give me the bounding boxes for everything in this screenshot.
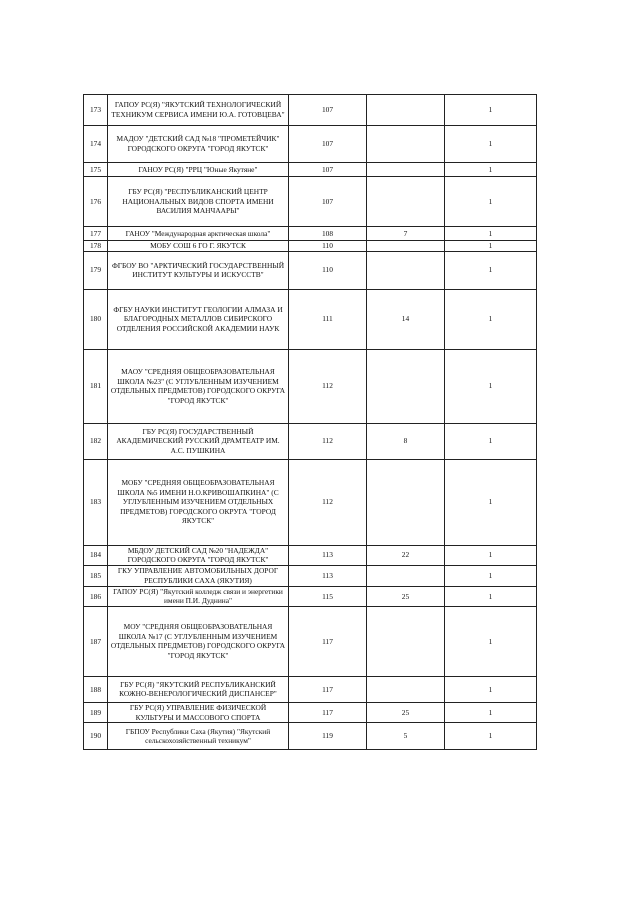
- cell-number: 177: [84, 227, 108, 241]
- cell-value-c: 1: [445, 423, 537, 459]
- cell-number: 188: [84, 676, 108, 702]
- cell-value-b: [367, 126, 445, 163]
- cell-value-c: 1: [445, 702, 537, 722]
- cell-value-c: 1: [445, 565, 537, 586]
- cell-value-b: [367, 163, 445, 177]
- table-body: [84, 95, 537, 750]
- cell-value-c: 1: [445, 95, 537, 126]
- cell-organization-name: ГАПОУ РС(Я) "Якутский колледж связи и энергетики имени П.И. Дуднина": [108, 586, 289, 606]
- cell-number: 176: [84, 177, 108, 227]
- cell-number: 178: [84, 241, 108, 252]
- cell-value-c: 1: [445, 241, 537, 252]
- cell-organization-name: ГБУ РС(Я) "ЯКУТСКИЙ РЕСПУБЛИКАНСКИЙ КОЖНО-ВЕНЕРОЛОГИЧЕСКИЙ ДИСПАНСЕР": [108, 676, 289, 702]
- cell-organization-name: МОУ "СРЕДНЯЯ ОБЩЕОБРАЗОВАТЕЛЬНАЯ ШКОЛА №17 (С УГЛУБЛЕННЫМ ИЗУЧЕНИЕМ ОТДЕЛЬНЫХ ПРЕДМЕТОВ) ГОРОДСКОГО ОКРУГА "ГОРОД ЯКУТСК": [108, 606, 289, 676]
- cell-value-a: 119: [289, 723, 367, 750]
- data-table: [83, 94, 537, 750]
- cell-value-b: [367, 459, 445, 545]
- cell-value-b: 25: [367, 586, 445, 606]
- cell-number: 183: [84, 459, 108, 545]
- cell-value-c: 1: [445, 126, 537, 163]
- table-row: [84, 565, 537, 586]
- cell-value-b: 5: [367, 723, 445, 750]
- cell-value-a: 107: [289, 163, 367, 177]
- cell-organization-name: МБДОУ ДЕТСКИЙ САД №20 "НАДЕЖДА" ГОРОДСКОГО ОКРУГА "ГОРОД ЯКУТСК": [108, 545, 289, 565]
- cell-value-a: 112: [289, 423, 367, 459]
- cell-value-c: 1: [445, 545, 537, 565]
- cell-value-c: 1: [445, 251, 537, 289]
- table-row: [84, 586, 537, 606]
- cell-value-a: 113: [289, 565, 367, 586]
- cell-organization-name: ГАПОУ РС(Я) "ЯКУТСКИЙ ТЕХНОЛОГИЧЕСКИЙ ТЕХНИКУМ СЕРВИСА ИМЕНИ Ю.А. ГОТОВЦЕВА": [108, 95, 289, 126]
- cell-value-b: [367, 676, 445, 702]
- cell-value-b: [367, 241, 445, 252]
- cell-value-c: 1: [445, 177, 537, 227]
- cell-value-b: [367, 565, 445, 586]
- cell-organization-name: ГКУ УПРАВЛЕНИЕ АВТОМОБИЛЬНЫХ ДОРОГ РЕСПУБЛИКИ САХА (ЯКУТИЯ): [108, 565, 289, 586]
- cell-number: 173: [84, 95, 108, 126]
- cell-value-c: 1: [445, 349, 537, 423]
- cell-organization-name: ФГБУ НАУКИ ИНСТИТУТ ГЕОЛОГИИ АЛМАЗА И БЛАГОРОДНЫХ МЕТАЛЛОВ СИБИРСКОГО ОТДЕЛЕНИЯ РОССИЙСКОЙ АКАДЕМИИ НАУК: [108, 289, 289, 349]
- table-row: [84, 227, 537, 241]
- cell-number: 181: [84, 349, 108, 423]
- cell-value-a: 112: [289, 459, 367, 545]
- cell-organization-name: МАДОУ "ДЕТСКИЙ САД №18 "ПРОМЕТЕЙЧИК" ГОРОДСКОГО ОКРУГА "ГОРОД ЯКУТСК": [108, 126, 289, 163]
- cell-number: 179: [84, 251, 108, 289]
- table-row: [84, 459, 537, 545]
- table-row: [84, 241, 537, 252]
- cell-organization-name: МОБУ "СРЕДНЯЯ ОБЩЕОБРАЗОВАТЕЛЬНАЯ ШКОЛА №5 ИМЕНИ Н.О.КРИВОШАПКИНА" (С УГЛУБЛЕННЫМ ИЗУЧЕНИЕМ ОТДЕЛЬНЫХ ПРЕДМЕТОВ) ГОРОДСКОГО ОКРУГА "ГОРОД ЯКУТСК": [108, 459, 289, 545]
- cell-value-c: 1: [445, 676, 537, 702]
- cell-value-c: 1: [445, 606, 537, 676]
- cell-organization-name: ГАНОУ "Международная арктическая школа": [108, 227, 289, 241]
- cell-value-c: 1: [445, 163, 537, 177]
- table-row: [84, 545, 537, 565]
- cell-organization-name: МОБУ СОШ 6 ГО Г. ЯКУТСК: [108, 241, 289, 252]
- cell-value-a: 107: [289, 95, 367, 126]
- table-row: [84, 702, 537, 722]
- cell-number: 180: [84, 289, 108, 349]
- cell-number: 182: [84, 423, 108, 459]
- cell-value-a: 117: [289, 702, 367, 722]
- cell-value-a: 112: [289, 349, 367, 423]
- cell-value-b: [367, 251, 445, 289]
- table-row: [84, 606, 537, 676]
- cell-organization-name: МАОУ "СРЕДНЯЯ ОБЩЕОБРАЗОВАТЕЛЬНАЯ ШКОЛА №23" (С УГЛУБЛЕННЫМ ИЗУЧЕНИЕМ ОТДЕЛЬНЫХ ПРЕДМЕТОВ) ГОРОДСКОГО ОКРУГА "ГОРОД ЯКУТСК": [108, 349, 289, 423]
- table-row: [84, 177, 537, 227]
- cell-number: 184: [84, 545, 108, 565]
- cell-value-a: 107: [289, 126, 367, 163]
- cell-value-b: 25: [367, 702, 445, 722]
- table-row: [84, 423, 537, 459]
- cell-value-a: 117: [289, 606, 367, 676]
- cell-value-a: 107: [289, 177, 367, 227]
- table-row: [84, 289, 537, 349]
- cell-value-b: 22: [367, 545, 445, 565]
- cell-value-a: 117: [289, 676, 367, 702]
- cell-organization-name: ГБУ РС(Я) ГОСУДАРСТВЕННЫЙ АКАДЕМИЧЕСКИЙ РУССКИЙ ДРАМТЕАТР ИМ. А.С. ПУШКИНА: [108, 423, 289, 459]
- cell-number: 175: [84, 163, 108, 177]
- cell-organization-name: ГБПОУ Республики Саха (Якутия) "Якутский сельскохозяйственный техникум": [108, 723, 289, 750]
- table-row: [84, 349, 537, 423]
- cell-value-b: [367, 349, 445, 423]
- cell-value-c: 1: [445, 723, 537, 750]
- cell-value-a: 115: [289, 586, 367, 606]
- cell-value-a: 113: [289, 545, 367, 565]
- cell-value-a: 108: [289, 227, 367, 241]
- cell-organization-name: ГБУ РС(Я) "РЕСПУБЛИКАНСКИЙ ЦЕНТР НАЦИОНАЛЬНЫХ ВИДОВ СПОРТА ИМЕНИ ВАСИЛИЯ МАНЧААРЫ": [108, 177, 289, 227]
- table-row: [84, 676, 537, 702]
- cell-value-b: 8: [367, 423, 445, 459]
- cell-value-b: [367, 606, 445, 676]
- cell-number: 187: [84, 606, 108, 676]
- cell-value-b: [367, 177, 445, 227]
- cell-value-c: 1: [445, 586, 537, 606]
- cell-value-c: 1: [445, 459, 537, 545]
- cell-organization-name: ГБУ РС(Я) УПРАВЛЕНИЕ ФИЗИЧЕСКОЙ КУЛЬТУРЫ И МАССОВОГО СПОРТА: [108, 702, 289, 722]
- cell-number: 174: [84, 126, 108, 163]
- cell-value-a: 110: [289, 241, 367, 252]
- cell-number: 186: [84, 586, 108, 606]
- cell-value-c: 1: [445, 227, 537, 241]
- cell-value-c: 1: [445, 289, 537, 349]
- cell-value-a: 110: [289, 251, 367, 289]
- table-row: [84, 163, 537, 177]
- cell-value-b: 7: [367, 227, 445, 241]
- table-row: [84, 251, 537, 289]
- cell-number: 185: [84, 565, 108, 586]
- cell-organization-name: ГАНОУ РС(Я) "РРЦ "Юные Якутяне": [108, 163, 289, 177]
- cell-value-b: 14: [367, 289, 445, 349]
- cell-number: 189: [84, 702, 108, 722]
- cell-value-b: [367, 95, 445, 126]
- table-row: [84, 95, 537, 126]
- table-row: [84, 723, 537, 750]
- cell-organization-name: ФГБОУ ВО "АРКТИЧЕСКИЙ ГОСУДАРСТВЕННЫЙ ИНСТИТУТ КУЛЬТУРЫ И ИСКУССТВ": [108, 251, 289, 289]
- cell-number: 190: [84, 723, 108, 750]
- table-row: [84, 126, 537, 163]
- cell-value-a: 111: [289, 289, 367, 349]
